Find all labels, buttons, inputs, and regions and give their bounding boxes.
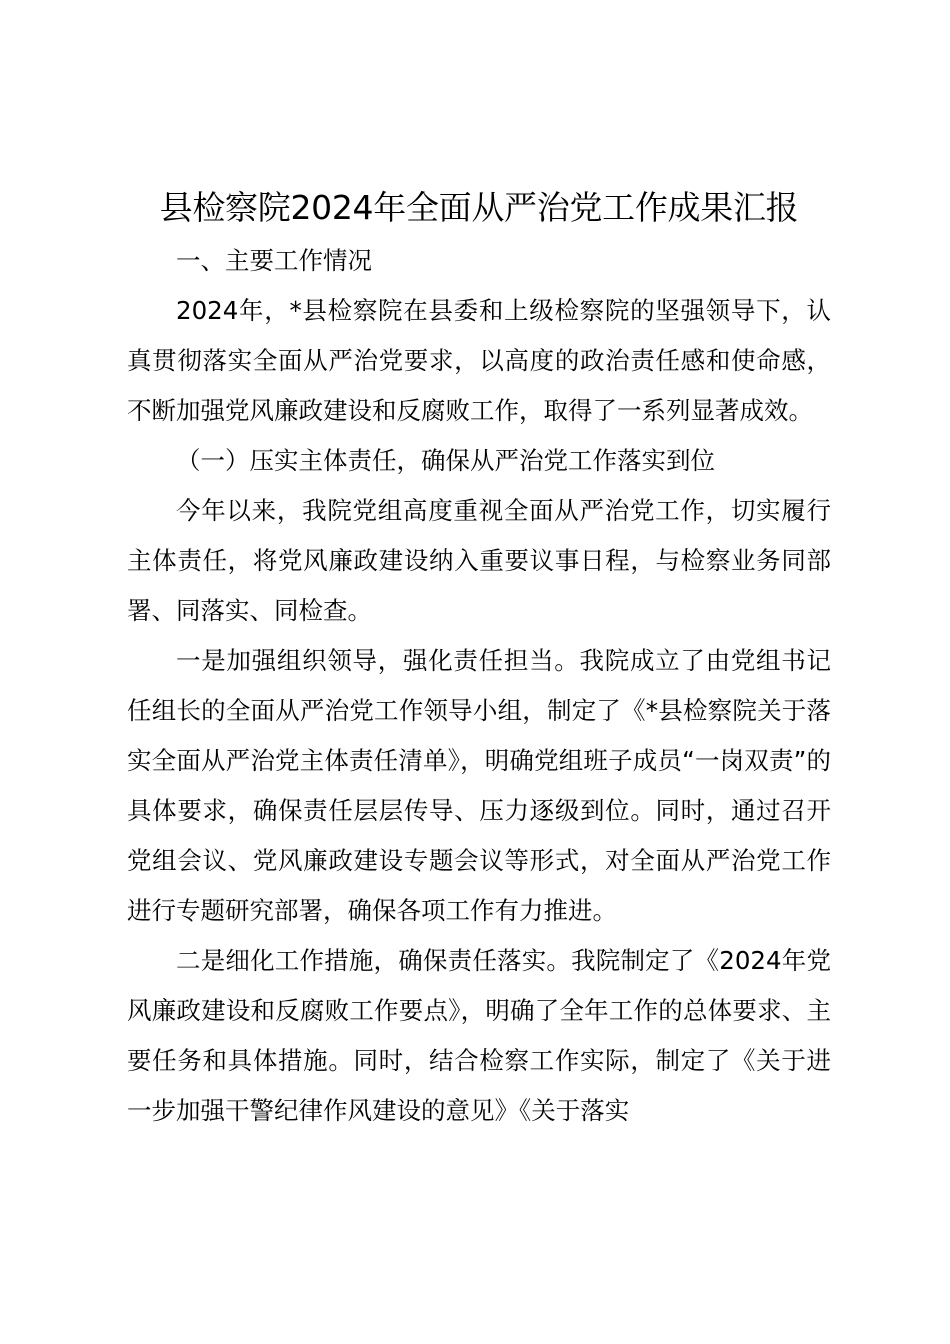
subsection-heading-responsibility: （一）压实主体责任，确保从严治党工作落实到位 — [176, 446, 715, 475]
document-page — [127, 182, 831, 1136]
intro-paragraph: 2024年，*县检察院在县委和上级检察院的坚强领导下，认真贯彻落实全面从严治党要求，以高度的政治责任感和使命感，不断加强党风廉政建设和反腐败工作，取得了一系列显著成效。 — [127, 296, 831, 425]
body-paragraph: 一是加强组织领导，强化责任担当。我院成立了由党组书记任组长的全面从严治党工作领导小组，制定了《*县检察院关于落实全面从严治党主体责任清单》，明确党组班子成员“一岗双责”的具体要求，确保责任层层传导、压力逐级到位。同时，通过召开党组会议、党风廉政建设专题会议等形式，对全面从严治党工作进行专题研究部署，确保各项工作有力推进。 — [127, 646, 831, 925]
body-paragraph: 今年以来，我院党组高度重视全面从严治党工作，切实履行主体责任，将党风廉政建设纳入重要议事日程，与检察业务同部署、同落实、同检查。 — [127, 496, 831, 625]
section-heading-main-work: 一、主要工作情况 — [176, 246, 372, 275]
body-paragraph: 二是细化工作措施，确保责任落实。我院制定了《2024年党风廉政建设和反腐败工作要点》，明确了全年工作的总体要求、主要任务和具体措施。同时，结合检察工作实际，制定了《关于进一步加强干警纪律作风建设的意见》《关于落实 — [127, 946, 831, 1125]
document-title: 县检察院2024年全面从严治党工作成果汇报 — [159, 188, 799, 227]
